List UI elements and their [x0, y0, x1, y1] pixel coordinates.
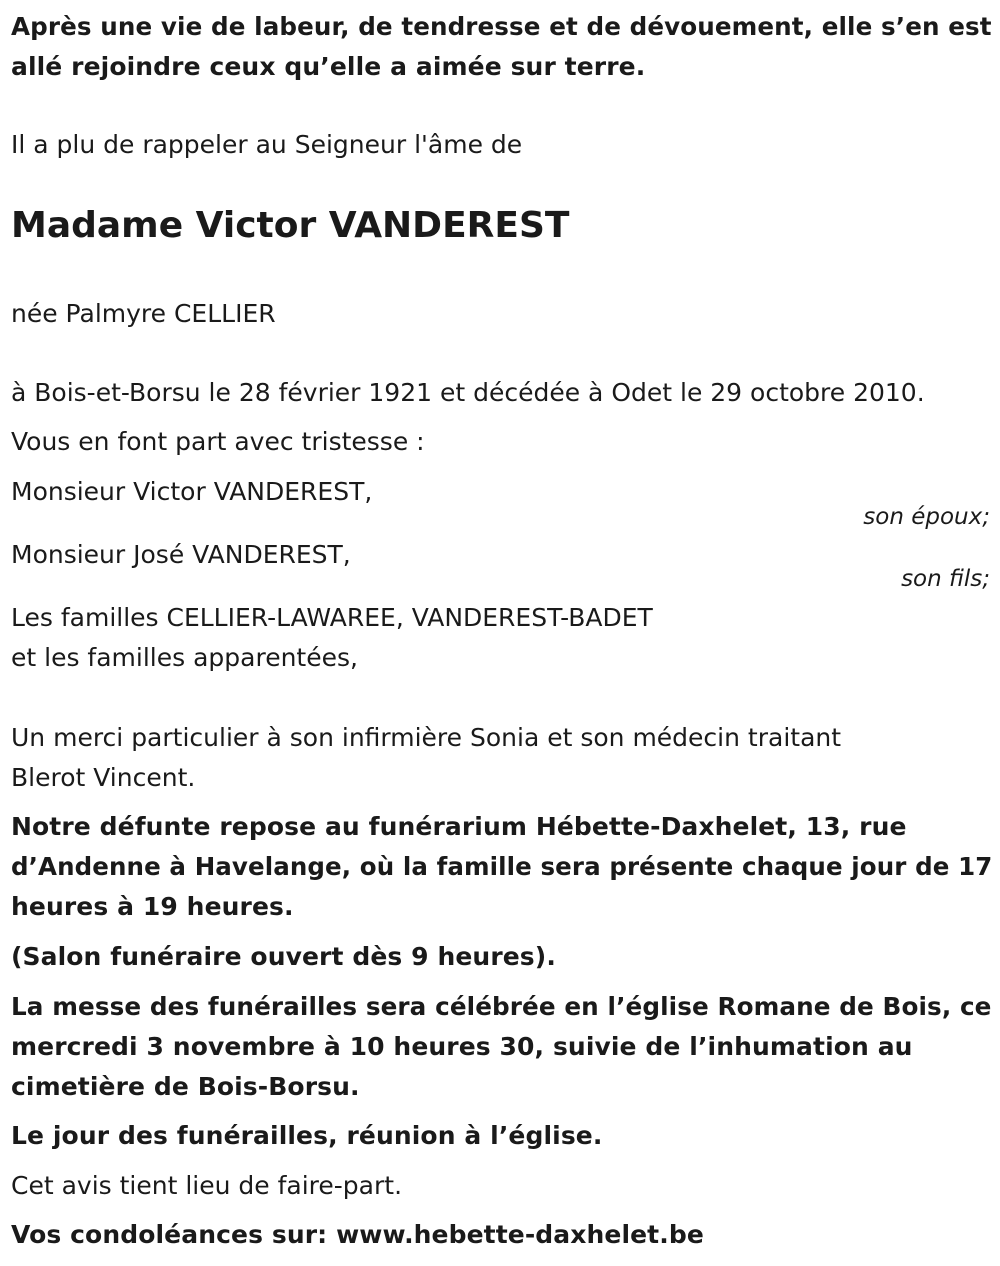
thanks-line-2: Blerot Vincent. [11, 763, 196, 792]
notice-text: Cet avis tient lieu de faire-part. [11, 1171, 403, 1200]
salon-hours: (Salon funéraire ouvert dès 9 heures). [11, 942, 556, 971]
condolences-label: Vos condoléances sur: [11, 1220, 337, 1249]
families-line-1: Les familles CELLIER-LAWAREE, VANDEREST-BADET [11, 603, 653, 632]
deceased-name: Madame Victor VANDEREST [11, 205, 570, 246]
rest-line-2: d’Andenne à Havelange, où la famille sera présente chaque jour de 17 [11, 852, 993, 881]
thanks-line-1: Un merci particulier à son infirmière Sonia et son médecin traitant [11, 723, 842, 752]
intro-line-2: allé rejoindre ceux qu’elle a aimée sur terre. [11, 52, 646, 81]
rest-line-1: Notre défunte repose au funérarium Hébette-Daxhelet, 13, rue [11, 812, 907, 841]
intro-line-1: Après une vie de labeur, de tendresse et de dévouement, elle s’en est [11, 12, 992, 41]
condolences-link[interactable]: www.hebette-daxhelet.be [336, 1220, 704, 1249]
families-line-2: et les familles apparentées, [11, 643, 358, 672]
mass-line-2: mercredi 3 novembre à 10 heures 30, suivie de l’inhumation au [11, 1032, 913, 1061]
birth-death-text: à Bois-et-Borsu le 28 février 1921 et décédée à Odet le 29 octobre 2010. [11, 378, 925, 407]
maiden-name: née Palmyre CELLIER [11, 299, 276, 328]
family-member-relation: son fils; [901, 566, 990, 592]
family-member-name: Monsieur José VANDEREST, [11, 540, 351, 569]
meeting-text: Le jour des funérailles, réunion à l’église. [11, 1121, 603, 1150]
condolences-line [11, 1215, 704, 1255]
family-member-name: Monsieur Victor VANDEREST, [11, 477, 373, 506]
family-member-relation: son époux; [863, 504, 990, 530]
mass-line-3: cimetière de Bois-Borsu. [11, 1072, 360, 1101]
announcement-text: Vous en font part avec tristesse : [11, 427, 425, 456]
mass-line-1: La messe des funérailles sera célébrée en l’église Romane de Bois, ce [11, 992, 992, 1021]
rest-line-3: heures à 19 heures. [11, 892, 294, 921]
called-to-lord-text: Il a plu de rappeler au Seigneur l'âme de [11, 130, 523, 159]
